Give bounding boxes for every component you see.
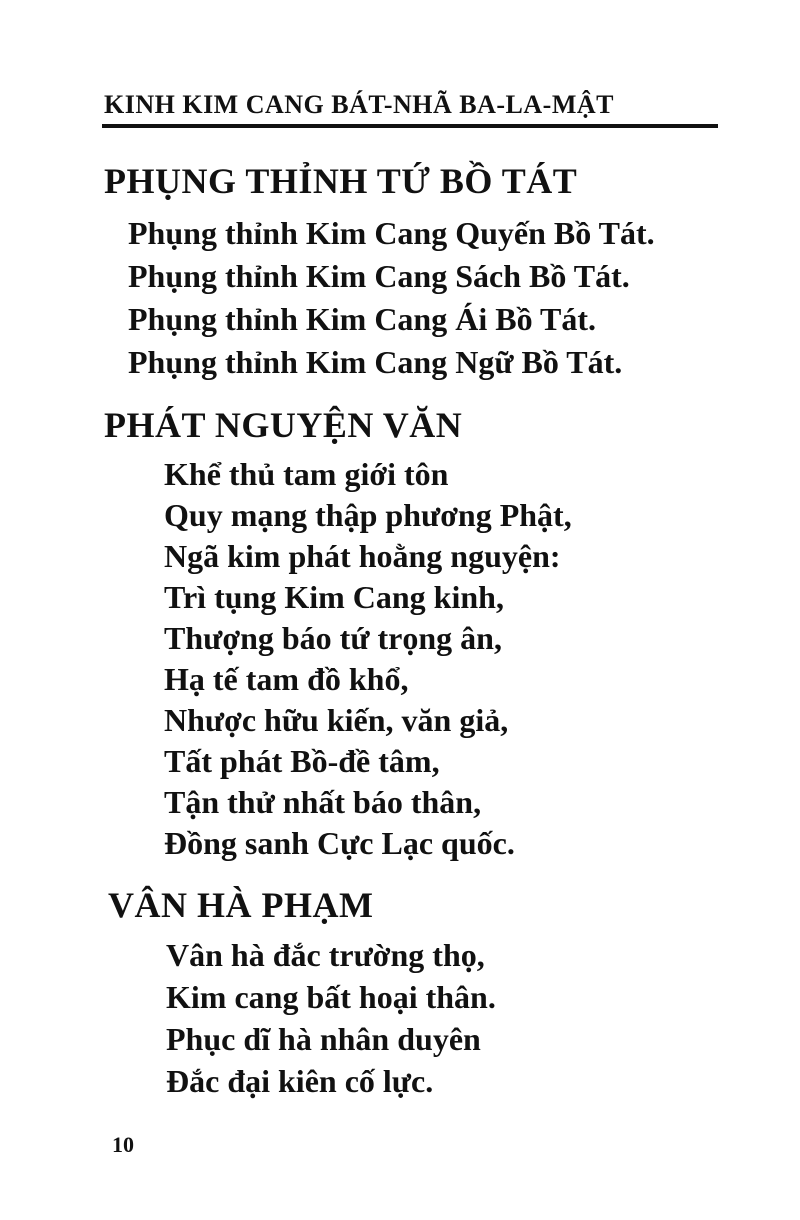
- verse-line: Đồng sanh Cực Lạc quốc.: [164, 825, 515, 861]
- section-heading-phung-thinh: PHỤNG THỈNH TỨ BỒ TÁT: [104, 161, 578, 201]
- verse-line: Vân hà đắc trường thọ,: [166, 937, 485, 973]
- page-number: 10: [112, 1132, 134, 1157]
- verse-line: Hạ tế tam đồ khổ,: [164, 661, 409, 697]
- verse-line: Phụng thỉnh Kim Cang Sách Bồ Tát.: [128, 258, 630, 294]
- verse-line: Tận thử nhất báo thân,: [164, 784, 482, 820]
- verse-line: Kim cang bất hoại thân.: [166, 979, 496, 1015]
- verse-line: Phụng thỉnh Kim Cang Quyến Bồ Tát.: [128, 215, 655, 251]
- section-heading-phat-nguyen-van: PHÁT NGUYỆN VĂN: [104, 405, 463, 445]
- verse-line: Phụng thỉnh Kim Cang Ái Bồ Tát.: [128, 301, 596, 337]
- verse-line: Quy mạng thập phương Phật,: [164, 497, 572, 533]
- verse-line: Khể thủ tam giới tôn: [164, 456, 449, 492]
- verse-line: Phụng thỉnh Kim Cang Ngữ Bồ Tát.: [128, 344, 623, 380]
- verse-block-phung-thinh: [128, 212, 655, 384]
- header-rule: [102, 124, 718, 128]
- verse-block-phat-nguyen-van: [164, 454, 572, 864]
- verse-line: Thượng báo tứ trọng ân,: [164, 620, 502, 656]
- verse-line: Ngã kim phát hoằng nguyện:: [164, 538, 561, 574]
- section-heading-van-ha-pham: VÂN HÀ PHẠM: [108, 885, 374, 925]
- verse-line: Trì tụng Kim Cang kinh,: [164, 579, 504, 615]
- verse-line: Đắc đại kiên cố lực.: [166, 1063, 434, 1099]
- verse-line: Tất phát Bồ-đề tâm,: [164, 743, 440, 779]
- running-header: KINH KIM CANG BÁT-NHÃ BA-LA-MẬT: [104, 90, 614, 119]
- verse-line: Phục dĩ hà nhân duyên: [166, 1021, 481, 1057]
- verse-block-van-ha-pham: [166, 934, 496, 1102]
- verse-line: Nhược hữu kiến, văn giả,: [164, 702, 509, 738]
